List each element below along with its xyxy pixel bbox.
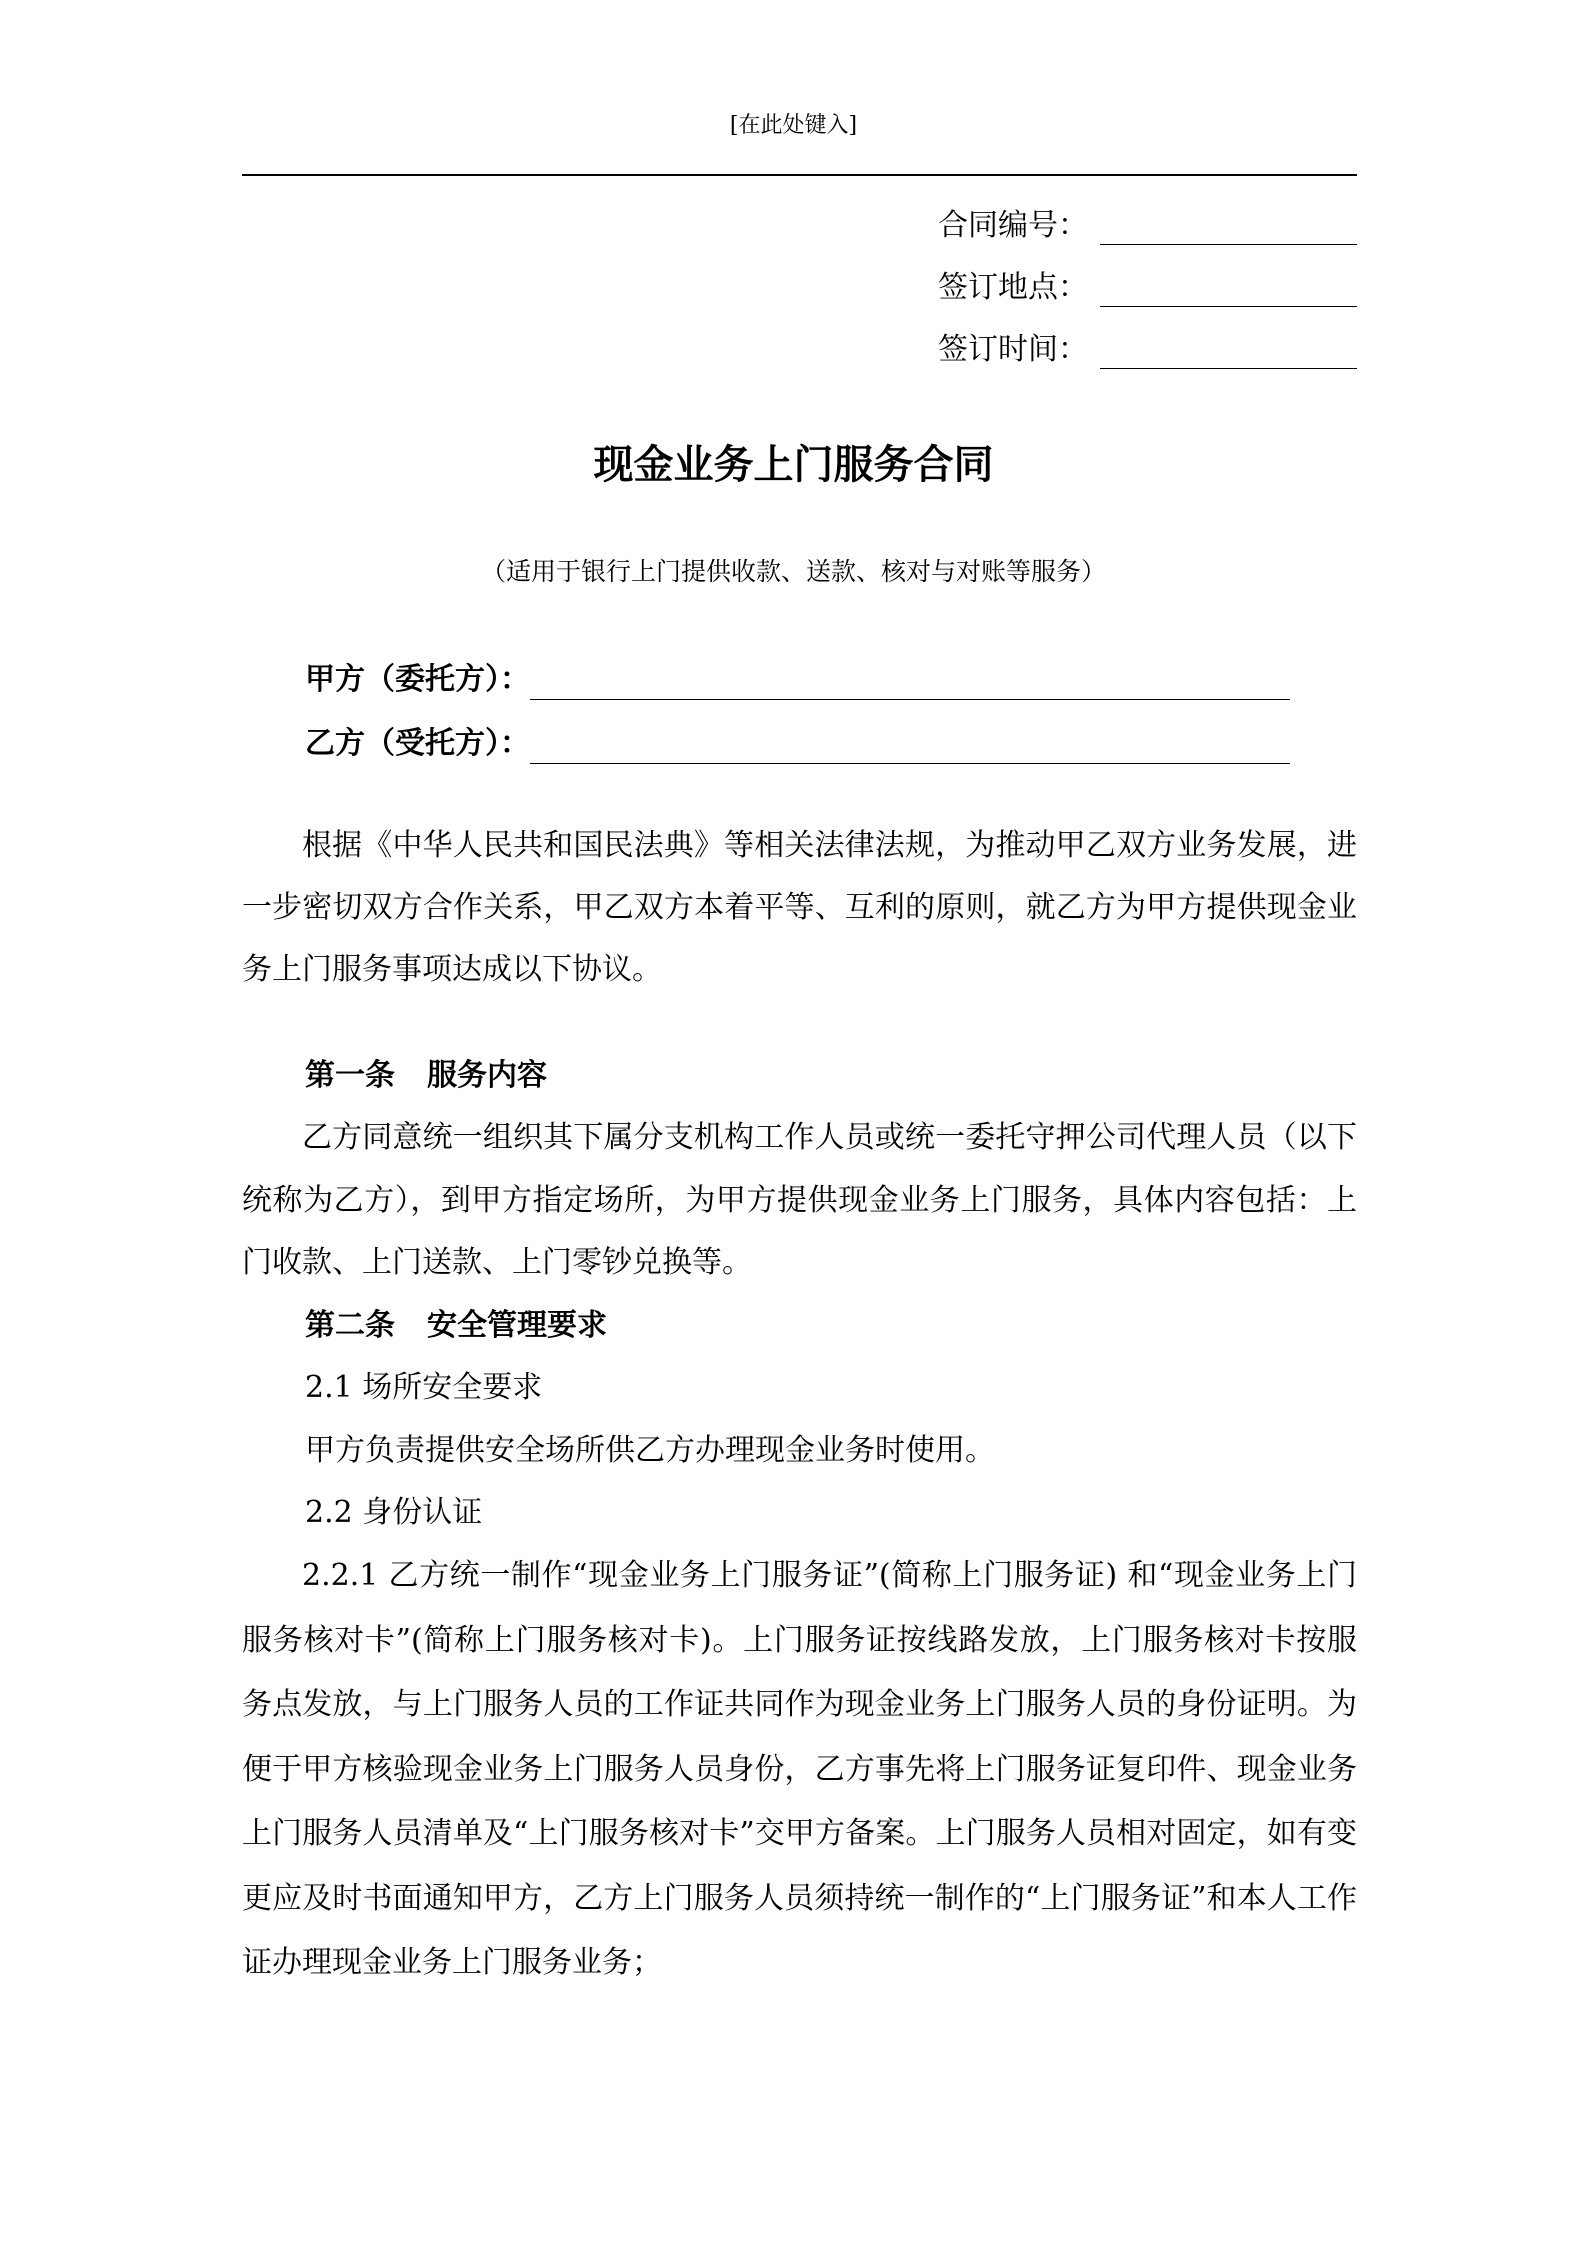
article-2-heading	[305, 1306, 607, 1346]
section-2-1-body: 甲方负责提供安全场所供乙方办理现金业务时使用。	[305, 1433, 995, 1468]
article-1-title: 服务内容	[427, 1058, 547, 1093]
party-b-blank	[530, 729, 1290, 764]
article-2-title: 安全管理要求	[427, 1308, 607, 1343]
sign-time-row	[938, 329, 1357, 369]
sign-time-label: 签订时间：	[938, 332, 1088, 367]
party-a-label: 甲方（委托方）：	[305, 662, 530, 697]
section-2-2-1-body: 2.2.1 乙方统一制作“现金业务上门服务证”(简称上门服务证) 和“现金业务上门服务核对卡”(简称上门服务核对卡)。上门服务证按线路发放，上门服务核对卡按服务点发放，与上门服务人员的工作证共同作为现金业务上门服务人员的身份证明。为便于甲方核验现金业务上门服务人员身份，乙方事先将上门服务证复印件、现金业务上门服务人员清单及“上门服务核对卡”交甲方备案。上门服务人员相对固定，如有变更应及时书面通知甲方，乙方上门服务人员须持统一制作的“上门服务证”和本人工作证办理现金业务上门服务业务；	[242, 1558, 1357, 1980]
sign-place-blank	[1100, 276, 1357, 307]
document-title: 现金业务上门服务合同	[593, 441, 994, 488]
contract-number-row	[938, 205, 1357, 245]
sign-place-label: 签订地点：	[938, 270, 1088, 305]
party-a-row	[305, 656, 1290, 700]
party-b-row	[305, 720, 1290, 764]
contract-number-label: 合同编号：	[938, 208, 1088, 243]
article-1-heading	[305, 1056, 547, 1096]
sign-place-row	[938, 267, 1357, 307]
document-subtitle: （适用于银行上门提供收款、送款、核对与对账等服务）	[480, 557, 1106, 586]
article-2-number: 第二条	[305, 1308, 395, 1343]
party-b-label: 乙方（受托方）：	[305, 726, 530, 761]
party-a-blank	[530, 665, 1290, 700]
article-1-number: 第一条	[305, 1058, 395, 1093]
page-header-text: [在此处键入]	[729, 113, 858, 138]
section-2-1-heading: 2.1 场所安全要求	[305, 1370, 543, 1405]
sign-time-blank	[1100, 338, 1357, 369]
contract-number-blank	[1100, 214, 1357, 245]
article-1-body: 乙方同意统一组织其下属分支机构工作人员或统一委托守押公司代理人员（以下统称为乙方），到甲方指定场所，为甲方提供现金业务上门服务，具体内容包括：上门收款、上门送款、上门零钞兑换等。	[242, 1120, 1357, 1280]
preamble-paragraph: 根据《中华人民共和国民法典》等相关法律法规，为推动甲乙双方业务发展，进一步密切双方合作关系，甲乙双方本着平等、互利的原则，就乙方为甲方提供现金业务上门服务事项达成以下协议。	[242, 828, 1357, 987]
section-2-2-heading: 2.2 身份认证	[305, 1495, 483, 1530]
header-divider	[242, 174, 1357, 176]
